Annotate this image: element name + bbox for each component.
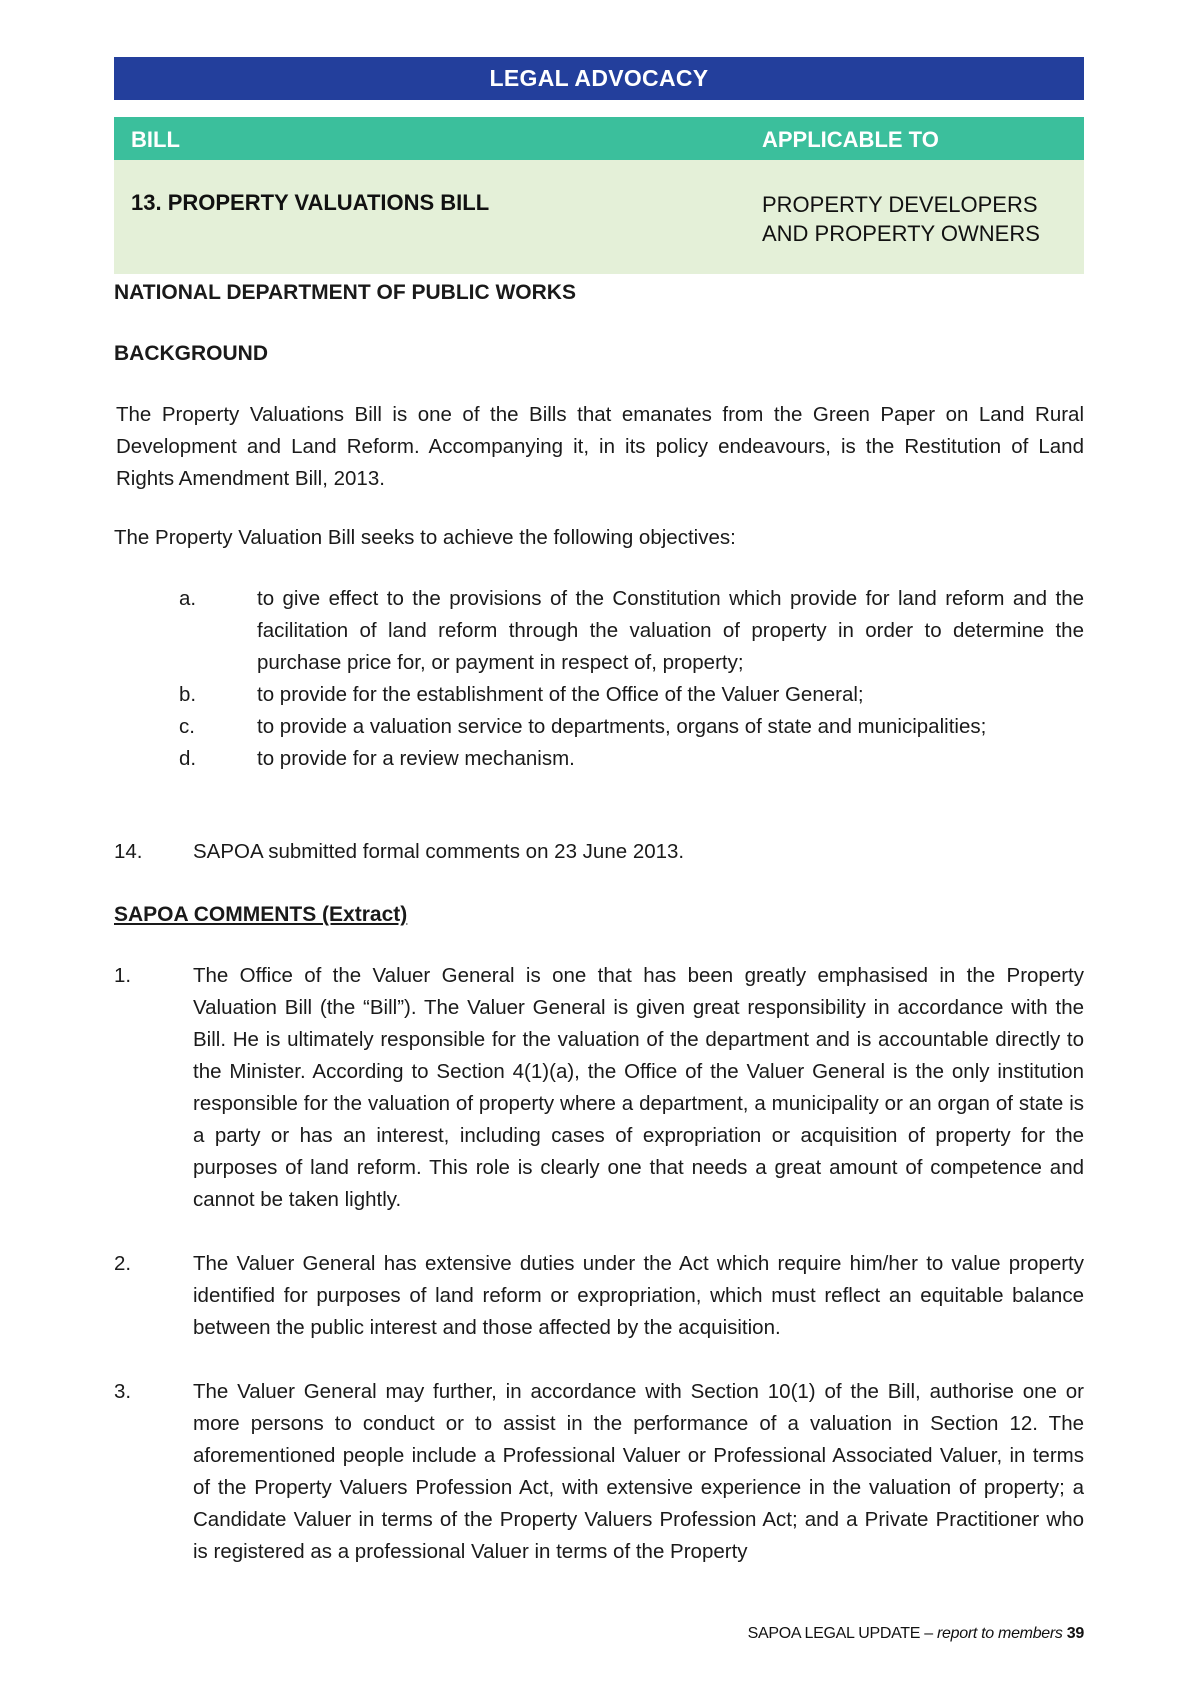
applicable-line-2: AND PROPERTY OWNERS <box>762 221 1040 246</box>
list-item-text: The Office of the Valuer General is one that has been greatly emphasised in the Property Valuation Bill (the “Bill”). The Valuer General is given great responsibility in accordance with the Bill. He is ultimately responsible for the valuation of the department and is accountable directly to the Minister. According to Section 4(1)(a), the Office of the Valuer General is the only institution responsible for the valuation of property where a department, a municipality or an organ of state is a party or has an interest, including cases of expropriation or acquisition of property for the purposes of land reform. This role is clearly one that needs a great amount of competence and cannot be taken lightly. <box>193 964 1084 1211</box>
list-marker: b. <box>179 683 197 706</box>
applicable-line-1: PROPERTY DEVELOPERS <box>762 192 1038 217</box>
list-item-text: to provide for a review mechanism. <box>257 747 575 770</box>
list-item-text: to provide for the establishment of the Office of the Valuer General; <box>257 683 864 706</box>
list-marker: 1. <box>114 964 132 987</box>
list-item <box>114 711 1084 743</box>
applicable-to-value <box>762 190 1082 248</box>
list-item <box>114 1248 1084 1344</box>
list-item-text: to provide a valuation service to departments, organs of state and municipalities; <box>257 715 987 738</box>
list-item-text: The Valuer General may further, in accordance with Section 10(1) of the Bill, authorise one or more persons to conduct or to assist in the performance of a valuation in Section 12. The aforementioned people include a Professional Valuer or Professional Associated Valuer, in terms of the Property Valuers Profession Act, with extensive experience in the valuation of property; a Candidate Valuer in terms of the Property Valuers Profession Act; and a Private Practitioner who is registered as a professional Valuer in terms of the Property <box>193 1380 1084 1563</box>
list-item <box>114 960 1084 1216</box>
table-header-row <box>114 117 1084 160</box>
list-item-text: SAPOA submitted formal comments on 23 June 2013. <box>193 840 685 863</box>
list-item <box>114 743 1084 775</box>
objectives-intro: The Property Valuation Bill seeks to achieve the following objectives: <box>114 526 736 549</box>
comments-list <box>114 960 1084 1568</box>
footer-subtitle: report to members <box>937 1625 1063 1642</box>
list-marker: c. <box>179 715 195 738</box>
list-item-text: to give effect to the provisions of the Constitution which provide for land reform and the facilitation of land reform through the valuation of property in order to determine the purchase price for, or payment in respect of, property; <box>257 587 1084 674</box>
background-paragraph: The Property Valuations Bill is one of the Bills that emanates from the Green Paper on Land Rural Development and Land Reform. Accompanying it, in its policy endeavours, is the Restitution of Land Rights Amendment Bill, 2013. <box>116 403 1084 490</box>
banner-title: LEGAL ADVOCACY <box>489 65 709 91</box>
list-item <box>114 583 1084 679</box>
table-row <box>114 160 1084 274</box>
section-banner <box>114 57 1084 100</box>
list-item <box>114 1376 1084 1568</box>
comments-heading: SAPOA COMMENTS (Extract) <box>114 903 408 926</box>
page-footer <box>748 1625 1084 1643</box>
list-marker: a. <box>179 587 197 610</box>
header-applicable-to: APPLICABLE TO <box>762 127 939 152</box>
list-marker: 14. <box>114 840 143 863</box>
header-bill: BILL <box>131 127 180 152</box>
objectives-list <box>114 583 1084 775</box>
list-item-text: The Valuer General has extensive duties under the Act which require him/her to value property identified for purposes of land reform or expropriation, which must reflect an equitable balance between the public interest and those affected by the acquisition. <box>193 1252 1084 1339</box>
footer-publication: SAPOA LEGAL UPDATE – <box>747 1625 933 1642</box>
department-heading: NATIONAL DEPARTMENT OF PUBLIC WORKS <box>114 281 576 304</box>
list-marker: d. <box>179 747 197 770</box>
bill-name: 13. PROPERTY VALUATIONS BILL <box>131 190 490 215</box>
list-item <box>114 679 1084 711</box>
list-marker: 3. <box>114 1380 132 1403</box>
page-number: 39 <box>1066 1625 1084 1642</box>
list-item <box>114 836 1084 868</box>
list-marker: 2. <box>114 1252 132 1275</box>
background-heading: BACKGROUND <box>114 342 268 365</box>
item-14 <box>114 836 1084 868</box>
